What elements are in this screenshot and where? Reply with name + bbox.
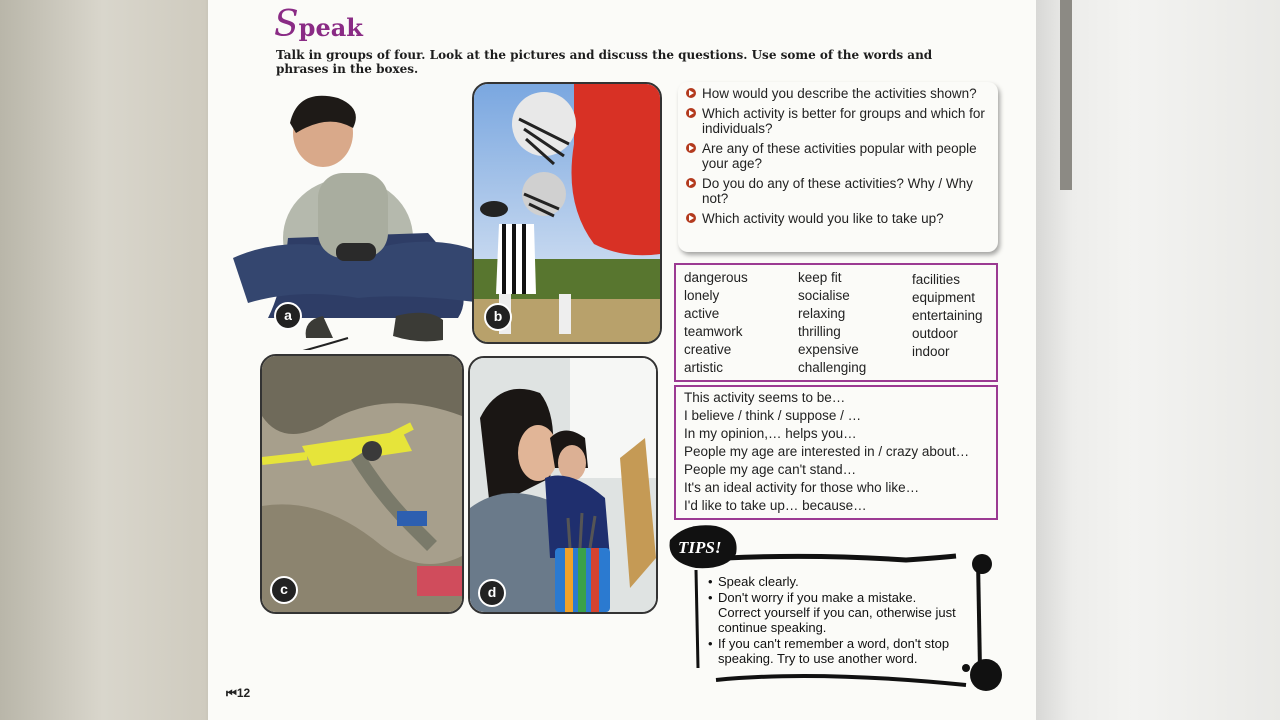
back-arrow-icon: ⏮: [226, 686, 237, 700]
phrase: This activity seems to be…: [684, 390, 846, 405]
word: keep fit: [798, 270, 842, 285]
bungee-jumper-icon: [262, 356, 462, 612]
phrase: I'd like to take up… because…: [684, 498, 867, 513]
boy-with-game-controller-icon: [228, 88, 498, 350]
word-column-1: [684, 269, 748, 377]
page-number: ⏮12: [226, 686, 251, 700]
word: expensive: [798, 342, 859, 357]
phrase: In my opinion,… helps you…: [684, 426, 857, 441]
play-bullet-icon: [686, 178, 696, 188]
word: indoor: [912, 344, 950, 359]
title-rest: peak: [298, 13, 363, 42]
instructions: Talk in groups of four. Look at the pictures and discuss the questions. Use some of the words and phrases in the boxes.: [276, 48, 933, 76]
textbook-page: [208, 0, 1036, 720]
word: challenging: [798, 360, 867, 375]
tips-box: [666, 520, 1006, 705]
photo-a: [228, 88, 498, 350]
tip-item: • Speak clearly.: [708, 574, 958, 589]
word: entertaining: [912, 308, 983, 323]
word: facilities: [912, 272, 961, 287]
photo-c: [260, 354, 464, 614]
word: socialise: [798, 288, 850, 303]
question-item: Do you do any of these activities? Why / Why not?: [686, 176, 992, 207]
word: active: [684, 306, 720, 321]
section-title: [274, 4, 363, 45]
phrase: People my age are interested in / crazy about…: [684, 444, 970, 459]
play-bullet-icon: [686, 88, 696, 98]
background-right: [1036, 0, 1280, 720]
word: outdoor: [912, 326, 958, 341]
word: lonely: [684, 288, 720, 303]
question-item: Which activity would you like to take up?: [686, 211, 992, 227]
word: thrilling: [798, 324, 841, 339]
tip-item: • If you can't remember a word, don't stop speaking. Try to use another word.: [708, 636, 958, 666]
play-bullet-icon: [686, 213, 696, 223]
play-bullet-icon: [686, 143, 696, 153]
title-initial: S: [274, 4, 299, 45]
word-column-3: [912, 271, 983, 361]
book-edge: [1060, 0, 1072, 190]
word: creative: [684, 342, 732, 357]
photo-a-label: a: [274, 302, 302, 330]
tips-label: TIPS!: [678, 538, 722, 557]
questions-box: [678, 82, 998, 252]
question-item: Are any of these activities popular with people your age?: [686, 141, 992, 172]
phrase-box: [674, 385, 998, 520]
girls-painting-icon: [470, 358, 656, 612]
word-box: [674, 263, 998, 382]
photo-d-label: d: [478, 579, 506, 607]
phrase: I believe / think / suppose / …: [684, 408, 862, 423]
photo-c-label: c: [270, 576, 298, 604]
tip-item: • Don't worry if you make a mistake. Correct yourself if you can, otherwise just continue speaking.: [708, 590, 958, 635]
word: teamwork: [684, 324, 743, 339]
phrase: It's an ideal activity for those who like…: [684, 480, 920, 495]
word-column-2: [798, 269, 866, 377]
word: relaxing: [798, 306, 846, 321]
play-bullet-icon: [686, 108, 696, 118]
word: dangerous: [684, 270, 748, 285]
question-item: How would you describe the activities shown?: [686, 86, 992, 102]
photo-b-label: b: [484, 303, 512, 331]
photo-d: [468, 356, 658, 614]
word: equipment: [912, 290, 976, 305]
word: artistic: [684, 360, 724, 375]
phrase: People my age can't stand…: [684, 462, 857, 477]
question-item: Which activity is better for groups and which for individuals?: [686, 106, 992, 137]
